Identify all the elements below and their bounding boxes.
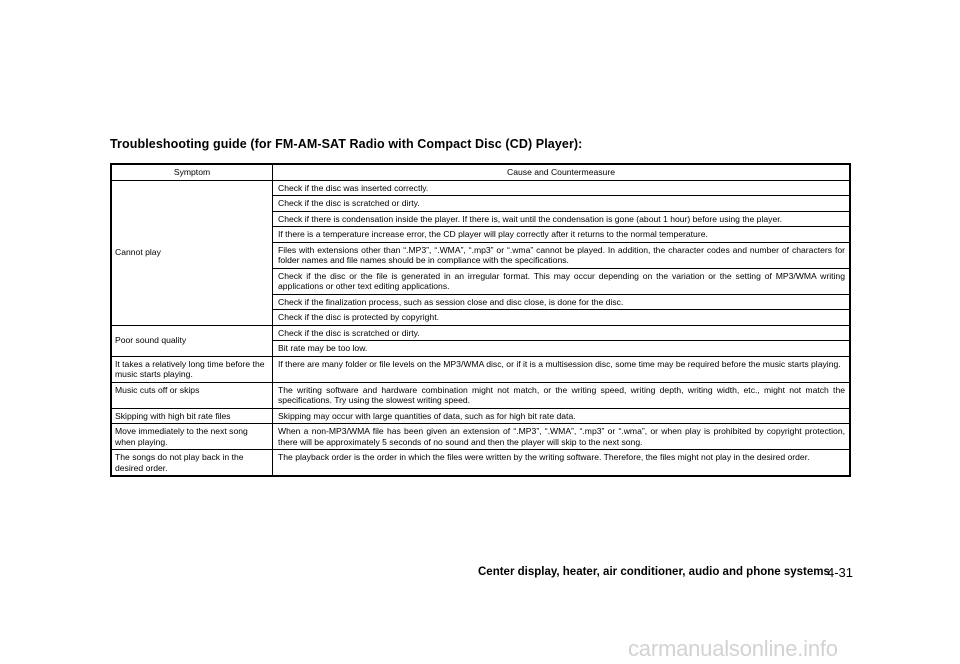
cause-cell: If there are many folder or file levels on the MP3/WMA disc, or if it is a multisession disc, some time may be required before the music starts playing. [273,356,851,382]
symptom-cell: Cannot play [111,180,273,325]
table-row [111,408,850,424]
section-heading: Troubleshooting guide (for FM-AM-SAT Radio with Compact Disc (CD) Player): [110,137,583,151]
symptom-cell: The songs do not play back in the desired order. [111,450,273,477]
table-row [111,180,850,196]
cause-cell: When a non-MP3/WMA file has been given an extension of “.MP3”, “.WMA”, “.mp3” or “.wma”, or when play is prohibited by copyright protection, there will be approximately 5 seconds of no sound and then the player will skip to the next song. [273,424,851,450]
cause-cell: Check if the disc was inserted correctly. [273,180,851,196]
cause-cell: Files with extensions other than “.MP3”, “.WMA”, “.mp3” or “.wma” cannot be played. In addition, the character codes and number of characters for folder names and file names should be in compliance with the specifications. [273,242,851,268]
cause-cell: Check if the disc is scratched or dirty. [273,196,851,212]
footer-section-title: Center display, heater, air conditioner, audio and phone systems [478,566,830,578]
symptom-cell: It takes a relatively long time before the music starts playing. [111,356,273,382]
symptom-column-header: Symptom [111,164,273,180]
cause-cell: The writing software and hardware combination might not match, or the writing speed, writing depth, writing width, etc., might not match the specifications. Try using the slowest writing speed. [273,382,851,408]
page-number: 4-31 [827,565,854,580]
symptom-cell: Move immediately to the next song when playing. [111,424,273,450]
cause-cell: Bit rate may be too low. [273,341,851,357]
cause-cell: Check if the disc is scratched or dirty. [273,325,851,341]
symptom-cell: Music cuts off or skips [111,382,273,408]
symptom-cell: Skipping with high bit rate files [111,408,273,424]
table-header-row [111,164,850,180]
watermark: carmanualsonline.info [628,636,838,661]
table-row [111,450,850,477]
cause-cell: Check if the finalization process, such as session close and disc close, is done for the disc. [273,294,851,310]
troubleshooting-table [110,163,851,477]
table-row [111,424,850,450]
table-row [111,382,850,408]
cause-cell: Check if the disc is protected by copyright. [273,310,851,326]
cause-column-header: Cause and Countermeasure [273,164,851,180]
cause-cell: Skipping may occur with large quantities of data, such as for high bit rate data. [273,408,851,424]
cause-cell: Check if there is condensation inside the player. If there is, wait until the condensation is gone (about 1 hour) before using the player. [273,211,851,227]
table-body [111,180,850,476]
cause-cell: The playback order is the order in which the files were written by the writing software. Therefore, the files might not play in the desired order. [273,450,851,477]
table-row [111,325,850,341]
cause-cell: If there is a temperature increase error, the CD player will play correctly after it returns to the normal temperature. [273,227,851,243]
cause-cell: Check if the disc or the file is generated in an irregular format. This may occur depending on the variation or the setting of MP3/WMA writing applications or other text editing applications. [273,268,851,294]
table-row [111,356,850,382]
symptom-cell: Poor sound quality [111,325,273,356]
